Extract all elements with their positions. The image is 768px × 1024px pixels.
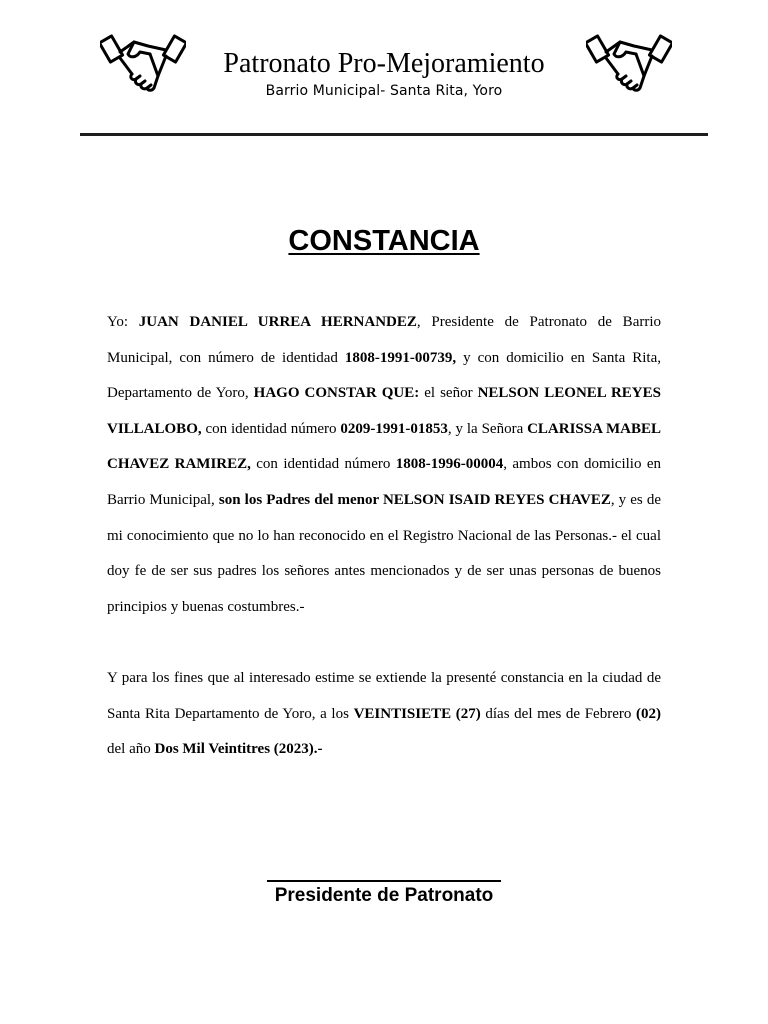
- text-run-bold: VEINTISIETE (27): [353, 705, 481, 722]
- signature-line: [267, 880, 501, 882]
- text-run: , ambos con domicilio en Barrio Municipal,: [107, 456, 661, 508]
- document-title: CONSTANCIA: [288, 225, 480, 257]
- text-run-bold: HAGO CONSTAR QUE:: [253, 385, 420, 402]
- text-run: , y la Señora: [447, 420, 528, 437]
- header-title: Patronato Pro-Mejoramiento: [223, 48, 545, 79]
- text-run: del año: [107, 741, 155, 758]
- text-run-bold: 1808-1991-00739,: [344, 349, 457, 366]
- body-paragraph-2: [107, 661, 661, 768]
- text-run-bold: 0209-1991-01853: [340, 420, 448, 437]
- text-run-bold: CLARISSA MABEL CHAVEZ RAMIREZ,: [107, 420, 661, 473]
- text-run-bold: Dos Mil Veintitres (2023).-: [154, 741, 323, 758]
- header-divider: [80, 133, 708, 136]
- text-run: con identidad número: [201, 420, 341, 437]
- text-run: con identidad número: [250, 456, 396, 473]
- text-run-bold: NELSON LEONEL REYES VILLALOBO,: [107, 385, 661, 437]
- text-run: y con domicilio en Santa Rita, Departamento de Yoro,: [107, 349, 661, 402]
- text-run: días del mes de Febrero: [480, 705, 636, 722]
- header-subtitle: Barrio Municipal- Santa Rita, Yoro: [265, 83, 503, 99]
- text-run-bold: 1808-1996-00004: [395, 456, 504, 473]
- text-run: , y es de mi conocimiento que no lo han reconocido en el Registro Nacional de las Personas.- el cual doy fe de ser sus padres los señores antes mencionados y de ser unas personas de buenos principios y buenas costumbres.-: [107, 491, 662, 615]
- body-paragraph-1: [107, 305, 661, 625]
- text-run-bold: son los Padres del menor NELSON ISAID REYES CHAVEZ: [218, 491, 611, 508]
- document-title-block: [0, 222, 768, 260]
- text-run-bold: (02): [636, 705, 661, 722]
- text-run: Yo:: [107, 314, 139, 330]
- text-run: el señor: [419, 385, 478, 402]
- text-run: , Presidente de Patronato de Barrio Municipal, con número de identidad: [107, 314, 662, 366]
- text-run-bold: JUAN DANIEL URREA HERNANDEZ: [138, 314, 417, 330]
- text-run: Y para los fines que al interesado estime se extiende la presenté constancia en la ciudad de Santa Rita Departamento de Yoro, a los: [107, 670, 661, 722]
- signature-label: Presidente de Patronato: [274, 885, 494, 906]
